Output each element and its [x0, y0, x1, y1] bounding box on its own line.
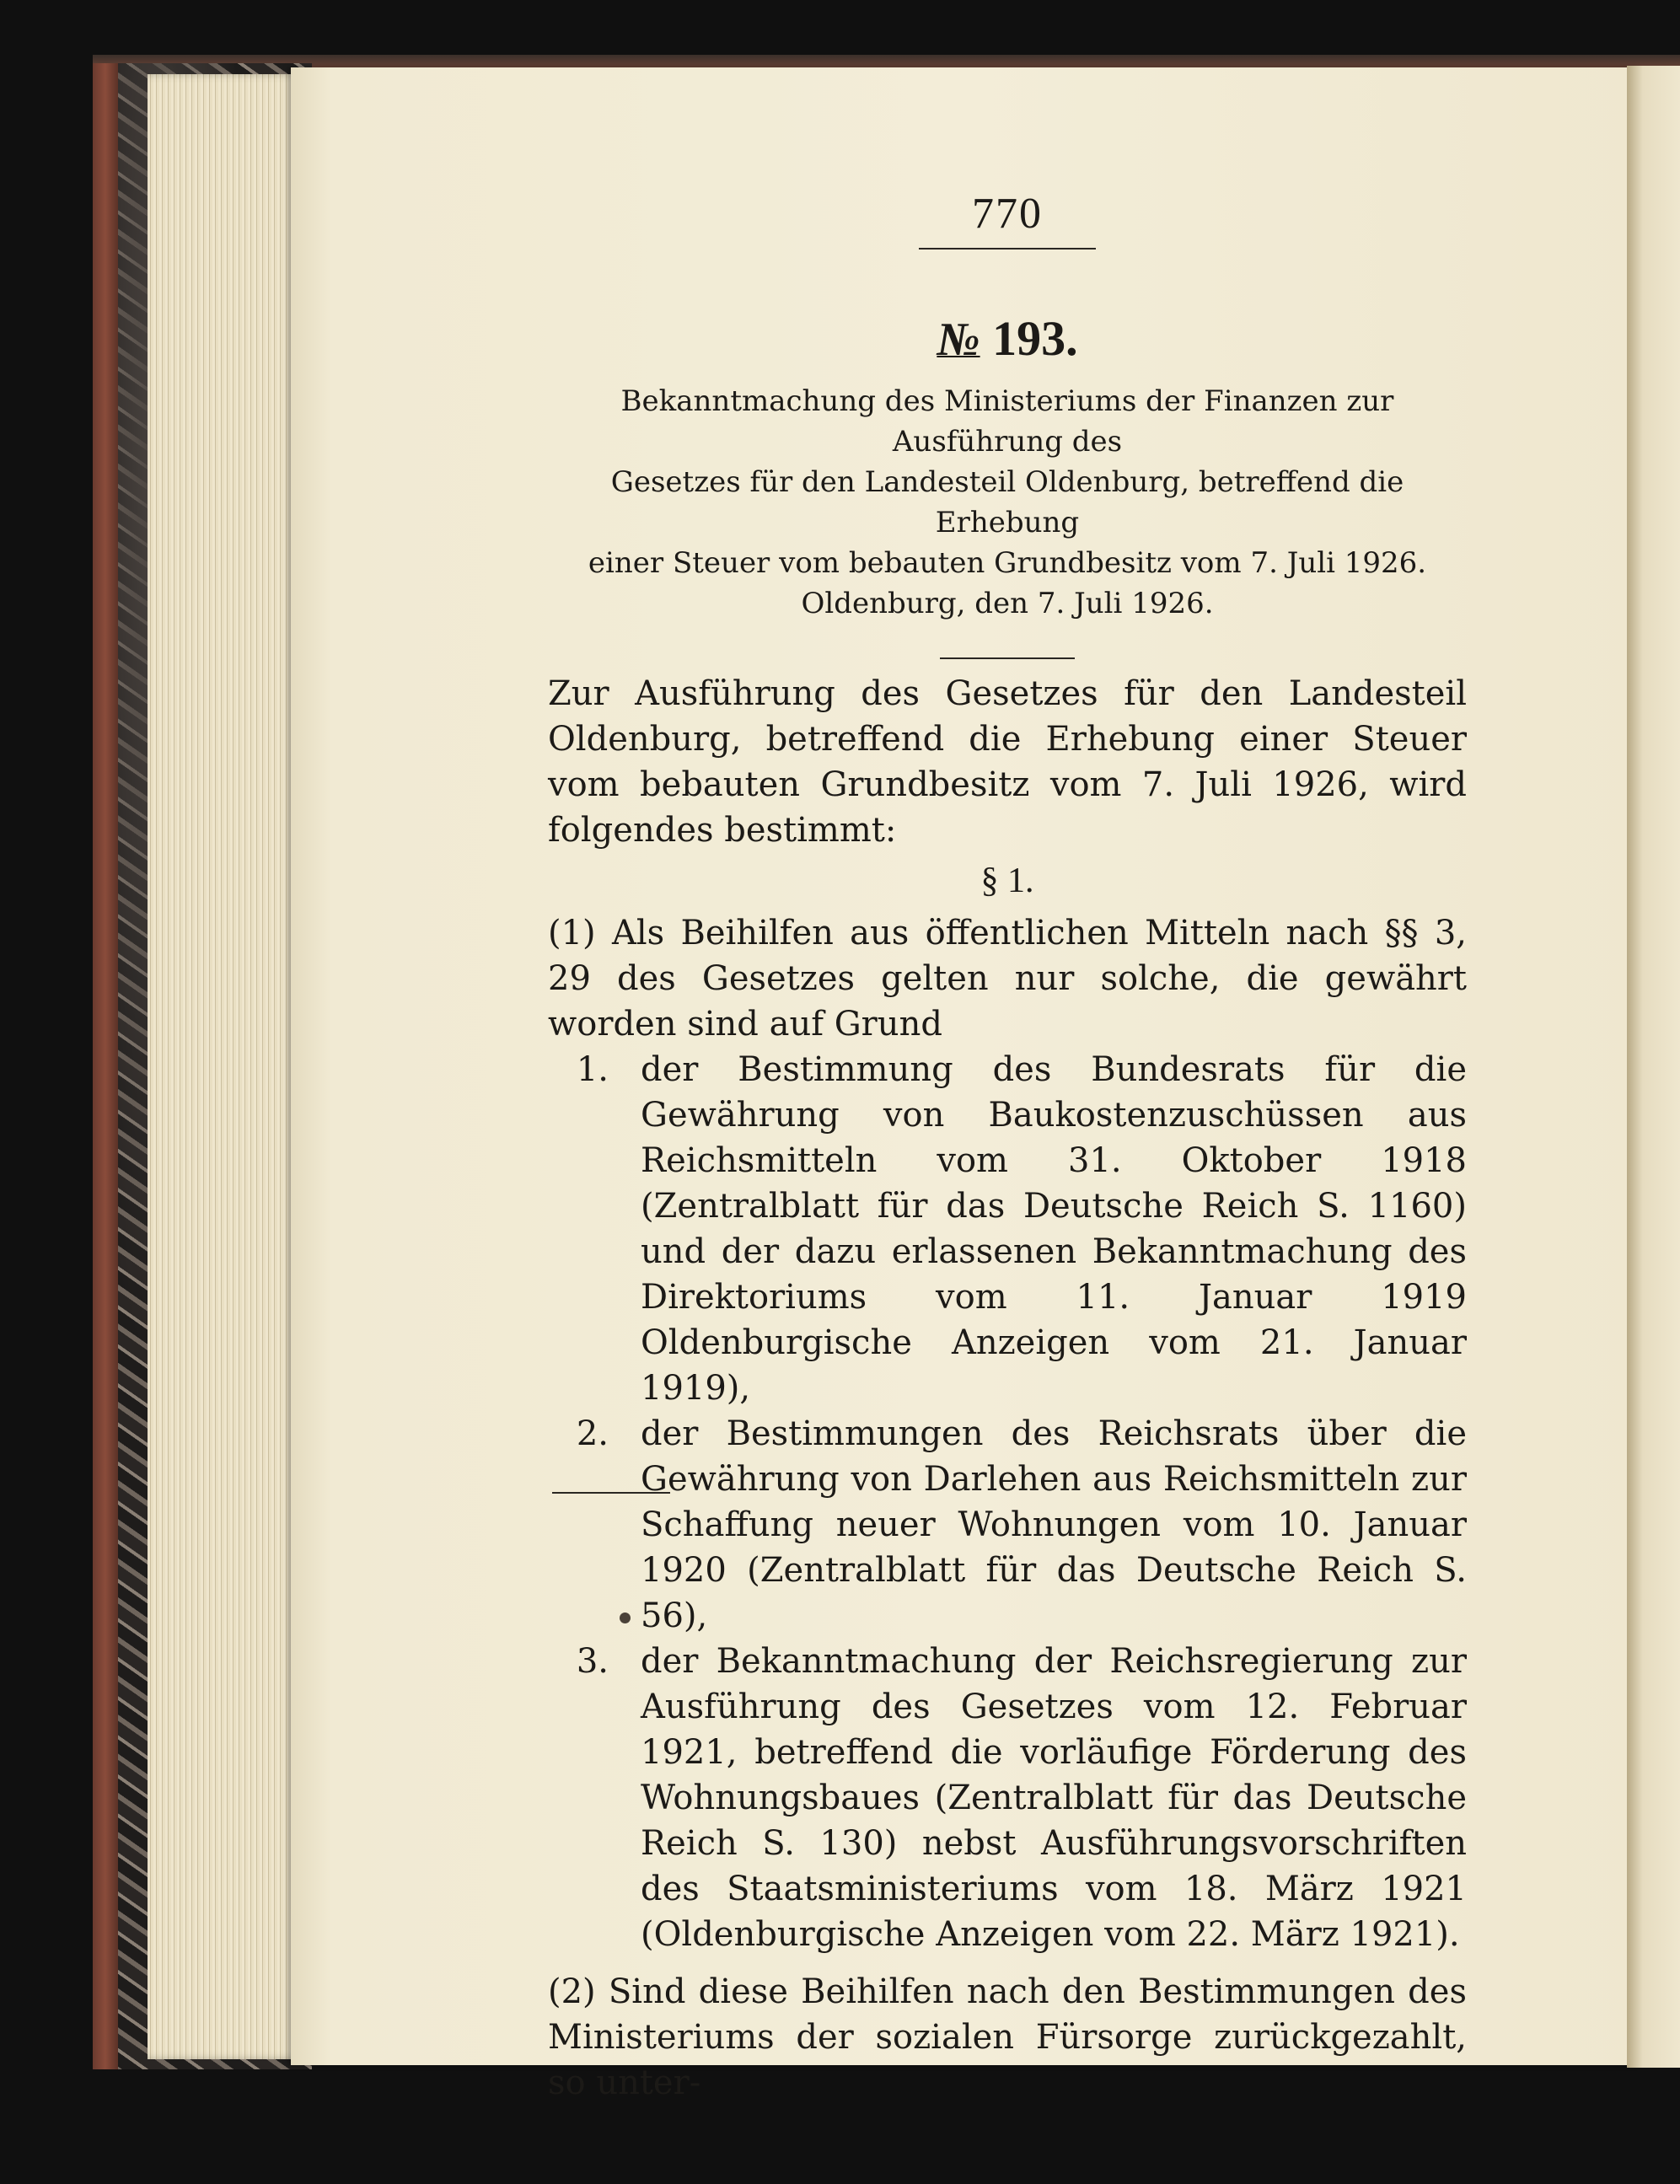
- section-divider: [940, 657, 1075, 659]
- facing-page-gutter: [1627, 66, 1680, 2068]
- list-item-text: der Bekanntmachung der Reichsregierung zur Ausführung des Gesetzes vom 12. Februar 1921, betreffend die vorläufige Förderung des Wohnungsbaues (Zentralblatt für das Deutsche Reich S. 130) nebst Ausführungsvorschriften des Staatsministeriums vom 18. März 1921 (Oldenburgische Anzeigen vom 22. März 1921).: [641, 1642, 1467, 1954]
- page-number-rule: [919, 248, 1096, 250]
- list-item-text: der Bestimmung des Bundesrats für die Gewährung von Baukostenzuschüssen aus Reichsmitteln vom 31. Oktober 1918 (Zentralblatt für das Deutsche Reich S. 1160) und der dazu erlassenen Bekanntmachung des Direktoriums vom 11. Januar 1919 Oldenburgische Anzeigen vom 21. Januar 1919),: [641, 1050, 1467, 1408]
- list-item-number: 1.: [576, 1050, 609, 1089]
- paragraph-2: (2) Sind diese Beihilfen nach den Bestimmungen des Ministeriums der sozialen Fürsorge zurückgezahlt, so unter-: [548, 1972, 1467, 2102]
- body-text: [548, 671, 1467, 2106]
- preamble-line: Gesetzes für den Landesteil Oldenburg, betreffend die Erhebung: [610, 465, 1404, 539]
- list-item: [548, 1639, 1467, 1957]
- list-item-number: 2.: [576, 1414, 609, 1453]
- list-item: [548, 1047, 1467, 1411]
- paragraph-1: (1) Als Beihilfen aus öffentlichen Mitteln nach §§ 3, 29 des Gesetzes gelten nur solche, die gewährt worden sind auf Grund: [548, 914, 1467, 1044]
- preamble: [548, 381, 1467, 624]
- document-number: 193.: [992, 311, 1078, 366]
- book-spine-edge: [93, 63, 118, 2069]
- list-item: [548, 1411, 1467, 1639]
- list-item-number: 3.: [576, 1642, 609, 1681]
- list-item-text: der Bestimmungen des Reichsrats über die Gewährung von Darlehen aus Reichsmitteln zur Schaffung neuer Wohnungen vom 10. Januar 1920 (Zentralblatt für das Deutsche Reich S. 56),: [641, 1414, 1467, 1635]
- page-number: 770: [972, 190, 1043, 238]
- page-content: [548, 169, 1467, 2106]
- preamble-line: Bekanntmachung des Ministeriums der Finanzen zur Ausführung des: [620, 384, 1394, 459]
- preamble-date: Oldenburg, den 7. Juli 1926.: [801, 587, 1214, 620]
- preamble-line: einer Steuer vom bebauten Grundbesitz vom 7. Juli 1926.: [588, 546, 1427, 580]
- section-title: § 1.: [980, 861, 1034, 900]
- enumerated-list: [548, 1047, 1467, 1957]
- intro-paragraph: Zur Ausführung des Gesetzes für den Landesteil Oldenburg, betreffend die Erhebung einer Steuer vom bebauten Grundbesitz vom 7. Juli 1926, wird folgendes bestimmt:: [548, 674, 1467, 850]
- document-heading: [548, 310, 1467, 371]
- numero-sign: №: [937, 314, 980, 366]
